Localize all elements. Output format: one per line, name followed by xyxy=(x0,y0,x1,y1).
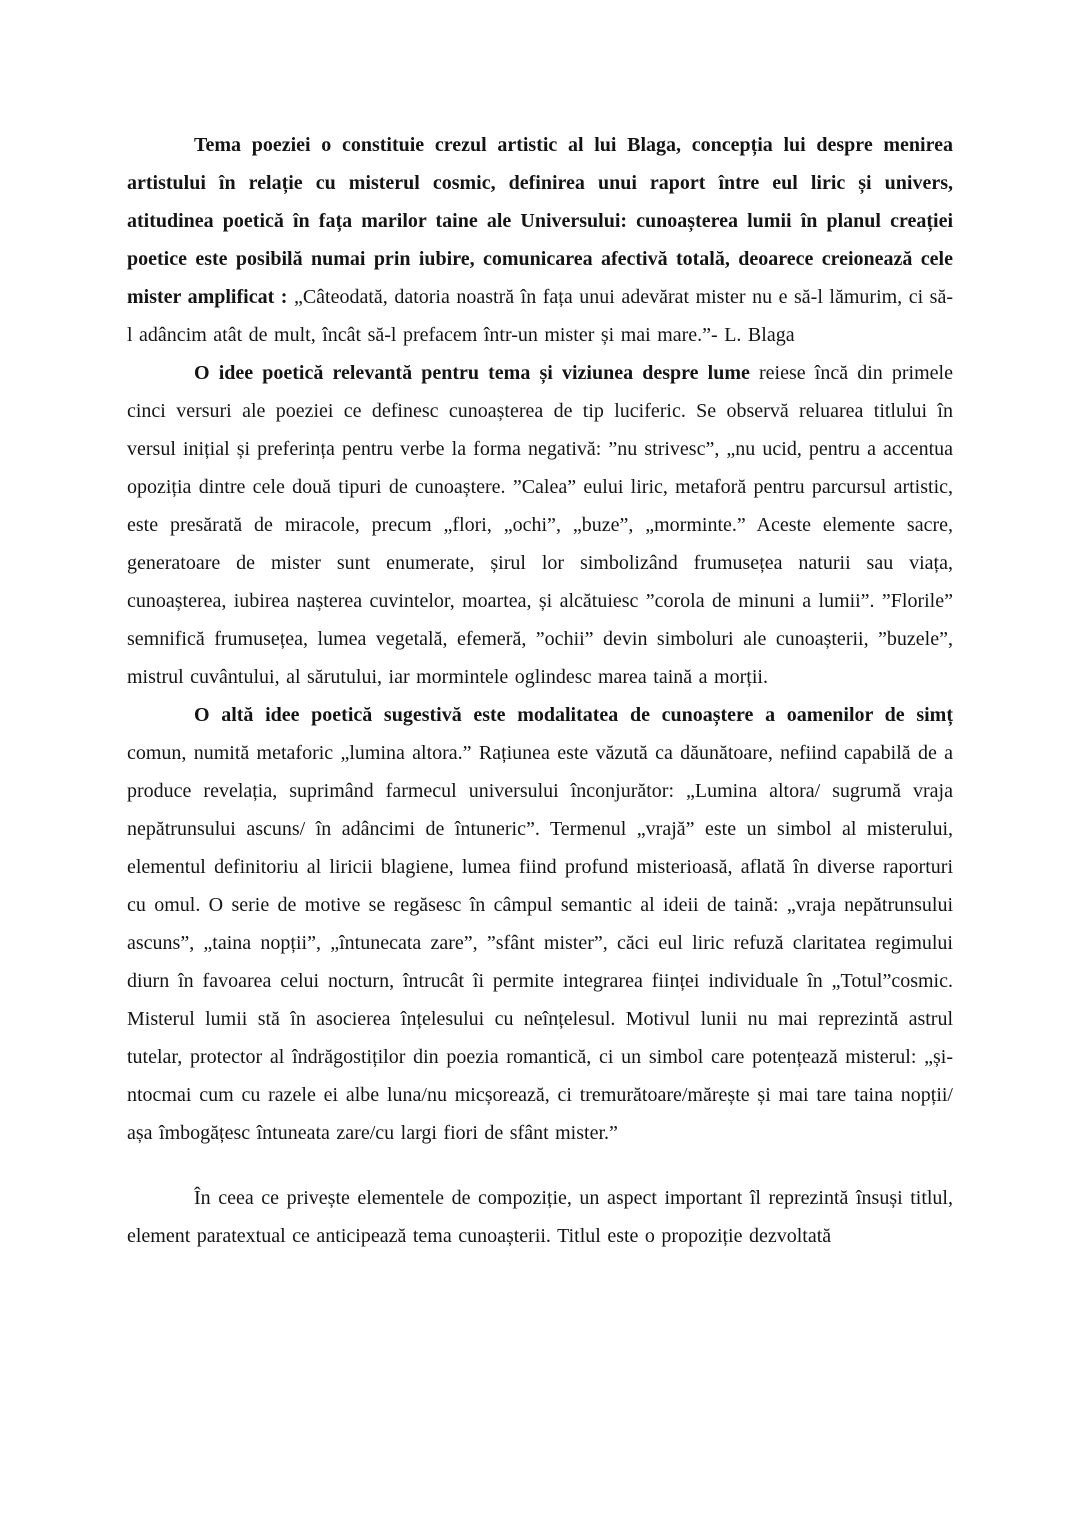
text-run: O altă idee poetică sugestivă este modalitatea de cunoaștere a oamenilor de simț xyxy=(194,704,953,726)
document-body xyxy=(127,126,953,1255)
text-run: reiese încă din primele cinci versuri ale poeziei ce definesc cunoașterea de tip luciferic. Se observă reluarea titlului în versul inițial și preferința pentru verbe la forma negativă: ”nu strivesc”, „nu ucid, pentru a accentua opoziția dintre cele două tipuri de cunoaștere. ”Calea” eului liric, metaforă pentru parcursul artistic, este presărată de miracole, precum „flori, „ochi”, „buze”, „morminte.” Aceste elemente sacre, generatoare de mister sunt enumerate, șirul lor simbolizând frumusețea naturii sau viața, cunoașterea, iubirea nașterea cuvintelor, moartea, și alcătuiesc ”corola de minuni a lumii”. ”Florile” semnifică frumusețea, lumea vegetală, efemeră, ”ochii” devin simboluri ale cunoașterii, ”buzele”, mistrul cuvântului, al sărutului, iar mormintele oglindesc marea taină a morții. xyxy=(127,362,953,688)
text-run: „Câteodată, datoria noastră în fața unui adevărat mister nu e să-l lămurim, ci să-l adâncim atât de mult, încât să-l prefacem într-un mister și mai mare.”- L. Blaga xyxy=(127,286,953,346)
paragraph-3 xyxy=(127,696,953,1152)
text-run: În ceea ce privește elementele de compoziție, un aspect important îl reprezintă însuși titlul, element paratextual ce anticipează tema cunoașterii. Titlul este o propoziție dezvoltată xyxy=(127,1187,953,1247)
paragraph-2 xyxy=(127,354,953,696)
text-run: comun, numită metaforic „lumina altora.” Rațiunea este văzută ca dăunătoare, nefiind capabilă de a produce revelația, suprimând farmecul universului înconjurător: „Lumina altora/ sugrumă vraja nepătrunsului ascuns/ în adâncimi de întuneric”. Termenul „vrajă” este un simbol al misterului, elementul definitoriu al liricii blagiene, lumea fiind profund misterioasă, aflată în diverse raporturi cu omul. O serie de motive se regăsesc în câmpul semantic al ideii de taină: „vraja nepătrunsului ascuns”, „taina nopții”, „întunecata zare”, ”sfânt mister”, căci eul liric refuză claritatea regimului diurn în favoarea celui nocturn, întrucât îi permite integrarea ființei individuale în „Totul”cosmic. Misterul lumii stă în asocierea înțelesului cu neînțelesul. Motivul lunii nu mai reprezintă astrul tutelar, protector al îndrăgostiților din poezia romantică, ci un simbol care potențează misterul: „și-ntocmai cum cu razele ei albe luna/nu micșorează, ci tremurătoare/mărește și mai tare taina nopții/ așa îmbogățesc întuneata zare/cu largi fiori de sfânt mister.” xyxy=(127,742,953,1144)
text-run: Tema poeziei o constituie crezul artistic al lui Blaga, concepția lui despre menirea artistului în relație cu misterul cosmic, definirea unui raport între eul liric și univers, atitudinea poetică în fața marilor taine ale Universului: cunoașterea lumii în planul creației poetice este posibilă numai prin iubire, comunicarea afectivă totală, deoarece creionează cele mister amplificat : xyxy=(127,134,953,308)
paragraph-1 xyxy=(127,126,953,354)
text-run: O idee poetică relevantă pentru tema și viziunea despre lume xyxy=(194,362,759,384)
paragraph-4 xyxy=(127,1179,953,1255)
